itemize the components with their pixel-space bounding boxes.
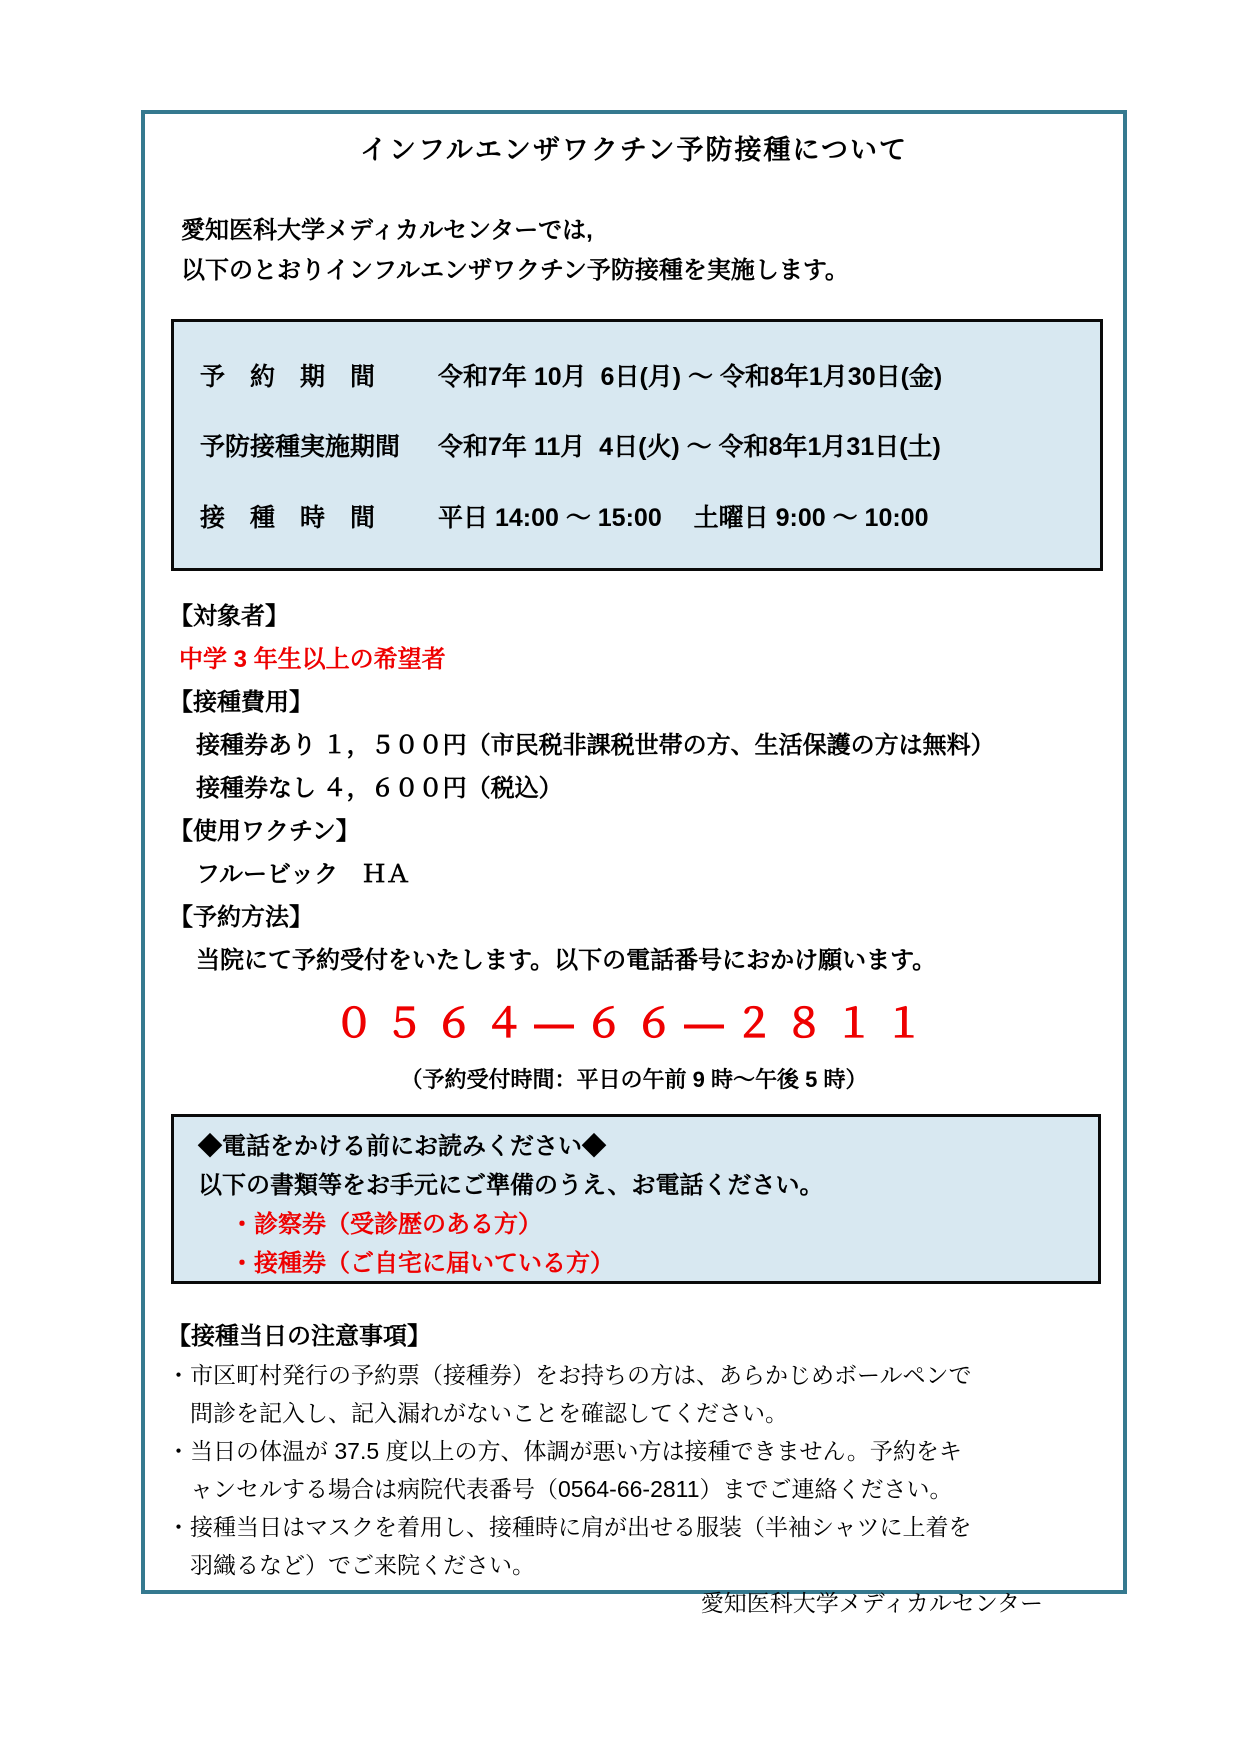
target-heading: 【対象者】 (169, 603, 289, 630)
before-call-item-consultation-ticket: ・診察券（受診歴のある方） (230, 1211, 542, 1238)
target-value: 中学 3 年生以上の希望者 (179, 646, 446, 673)
before-call-subtext: 以下の書類等をお手元にご準備のうえ、お電話ください。 (198, 1172, 824, 1199)
intro-line-2: 以下のとおりインフルエンザワクチン予防接種を実施します。 (181, 257, 849, 284)
notice-border (141, 110, 1127, 1616)
vaccine-heading: 【使用ワクチン】 (169, 818, 360, 845)
fee-heading: 【接種費用】 (169, 689, 313, 716)
schedule-row-vaccination-period (200, 427, 1100, 463)
note-bullet-2-line-1: ・当日の体温が 37.5 度以上の方、体調が悪い方は接種できません。予約をキ (167, 1438, 962, 1464)
before-call-item-vaccination-ticket: ・接種券（ご自宅に届いている方） (230, 1250, 614, 1277)
phone-caption: （予約受付時間：平日の午前 9 時～午後 5 時） (400, 1067, 868, 1092)
schedule-value: 令和7年 11月 4日(火) ～ 令和8年1月31日(土) (438, 433, 941, 461)
schedule-label: 接 種 時 間 (200, 503, 376, 532)
note-bullet-2-line-2: ャンセルする場合は病院代表番号（0564-66-2811）までご連絡ください。 (190, 1476, 953, 1502)
fee-without-ticket: 接種券なし ４，６００円（税込） (196, 775, 563, 802)
reservation-heading: 【予約方法】 (169, 904, 313, 931)
day-of-vaccination-notes (167, 1318, 1123, 1622)
before-call-heading: ◆電話をかける前にお読みください◆ (198, 1133, 606, 1160)
before-call-box (171, 1114, 1101, 1284)
schedule-row-vaccination-hours (200, 498, 1100, 534)
reservation-text: 当院にて予約受付をいたします。以下の電話番号におかけ願います。 (196, 947, 937, 974)
note-bullet-1-line-1: ・市区町村発行の予約票（接種券）をお持ちの方は、あらかじめボールペンで (167, 1362, 972, 1388)
signature-medical-center: 愛知医科大学メディカルセンター (700, 1590, 1043, 1616)
note-bullet-3-line-1: ・接種当日はマスクを着用し、接種時に肩が出せる服装（半袖シャツに上着を (167, 1514, 972, 1540)
schedule-label: 予 約 期 間 (200, 362, 376, 391)
intro-paragraph (181, 211, 1123, 291)
page-title: インフルエンザワクチン予防接種について (359, 135, 909, 165)
schedule-value: 平日 14:00 ～ 15:00 土曜日 9:00 ～ 10:00 (438, 503, 929, 532)
fee-with-ticket: 接種券あり １，５００円（市民税非課税世帯の方、生活保護の方は無料） (196, 732, 995, 759)
notes-heading: 【接種当日の注意事項】 (167, 1323, 431, 1350)
schedule-row-reservation-period (200, 357, 1100, 393)
schedule-value: 令和7年 10月 6日(月) ～ 令和8年1月30日(金) (438, 362, 943, 391)
schedule-label: 予防接種実施期間 (200, 433, 401, 461)
note-bullet-3-line-2: 羽織るなど）でご来院ください。 (190, 1552, 535, 1578)
note-bullet-1-line-2: 問診を記入し、記入漏れがないことを確認してください。 (190, 1400, 788, 1426)
vaccine-name: フルービック ＨＡ (196, 861, 411, 888)
schedule-box (171, 319, 1103, 571)
info-sections (169, 595, 1123, 982)
phone-number: ０５６４—６６—２８１１ (334, 1002, 934, 1046)
intro-line-1: 愛知医科大学メディカルセンターでは, (181, 217, 593, 244)
